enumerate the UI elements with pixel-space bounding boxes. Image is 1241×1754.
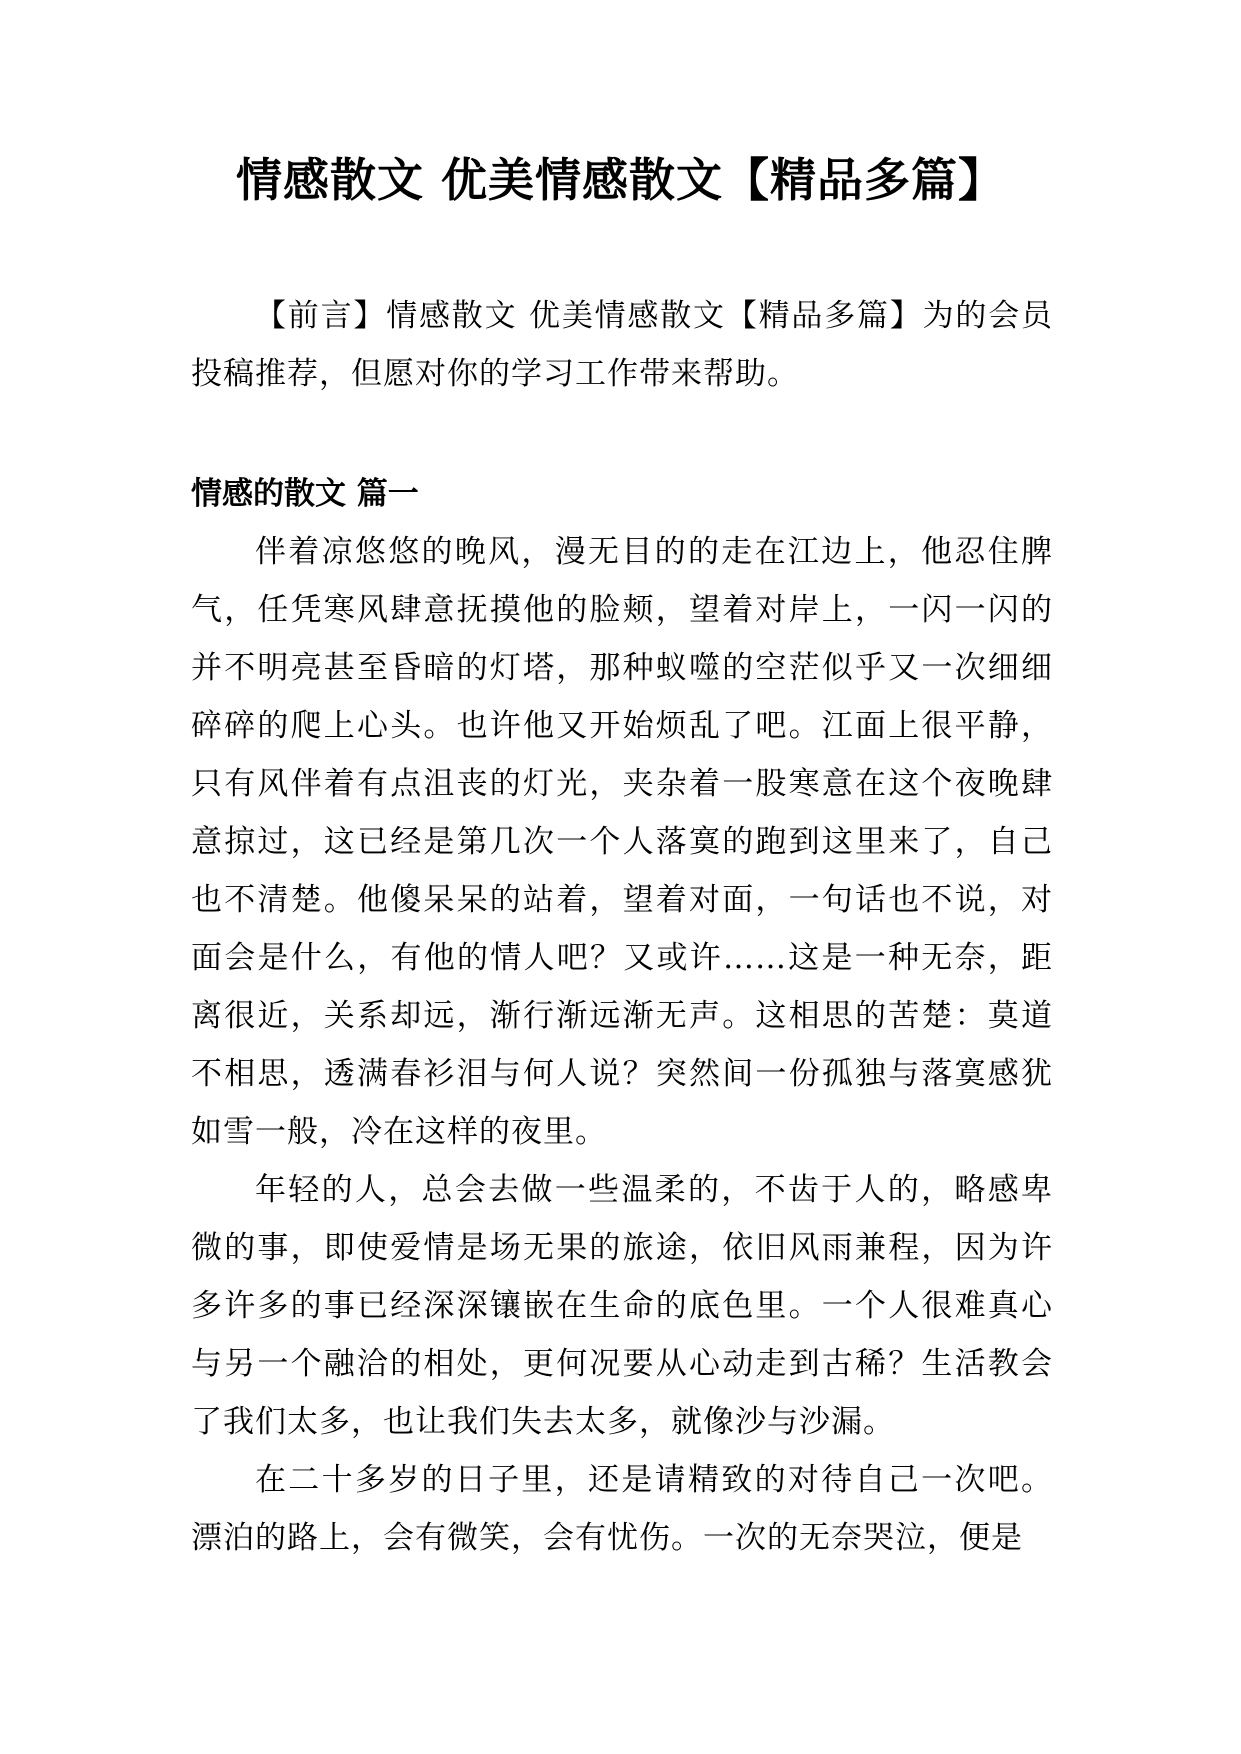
- document-title: 情感散文 优美情感散文【精品多篇】: [235, 153, 1005, 207]
- article-body: [191, 523, 1053, 1567]
- preface-paragraph: 【前言】情感散文 优美情感散文【精品多篇】为的会员投稿推荐，但愿对你的学习工作带来帮助。: [191, 298, 1053, 392]
- section-heading: 情感的散文 篇一: [191, 476, 419, 512]
- paragraph-1: 伴着凉悠悠的晚风，漫无目的的走在江边上，他忍住脾气，任凭寒风肆意抚摸他的脸颊，望着对岸上，一闪一闪的并不明亮甚至昏暗的灯塔，那种蚁噬的空茫似乎又一次细细碎碎的爬上心头。也许他又开始烦乱了吧。江面上很平静，只有风伴着有点沮丧的灯光，夹杂着一股寒意在这个夜晚肆意掠过，这已经是第几次一个人落寞的跑到这里来了，自己也不清楚。他傻呆呆的站着，望着对面，一句话也不说，对面会是什么，有他的情人吧？又或许……这是一种无奈，距离很近，关系却远，渐行渐远渐无声。这相思的苦楚：莫道不相思，透满春衫泪与何人说？突然间一份孤独与落寞感犹如雪一般，冷在这样的夜里。: [191, 534, 1053, 1150]
- paragraph-2: 年轻的人，总会去做一些温柔的，不齿于人的，略感卑微的事，即使爱情是场无果的旅途，依旧风雨兼程，因为许多许多的事已经深深镶嵌在生命的底色里。一个人很难真心与另一个融洽的相处，更何况要从心动走到古稀？生活教会了我们太多，也让我们失去太多，就像沙与沙漏。: [191, 1172, 1053, 1440]
- paragraph-3: 在二十多岁的日子里，还是请精致的对待自己一次吧。漂泊的路上，会有微笑，会有忧伤。一次的无奈哭泣，便是: [191, 1462, 1053, 1556]
